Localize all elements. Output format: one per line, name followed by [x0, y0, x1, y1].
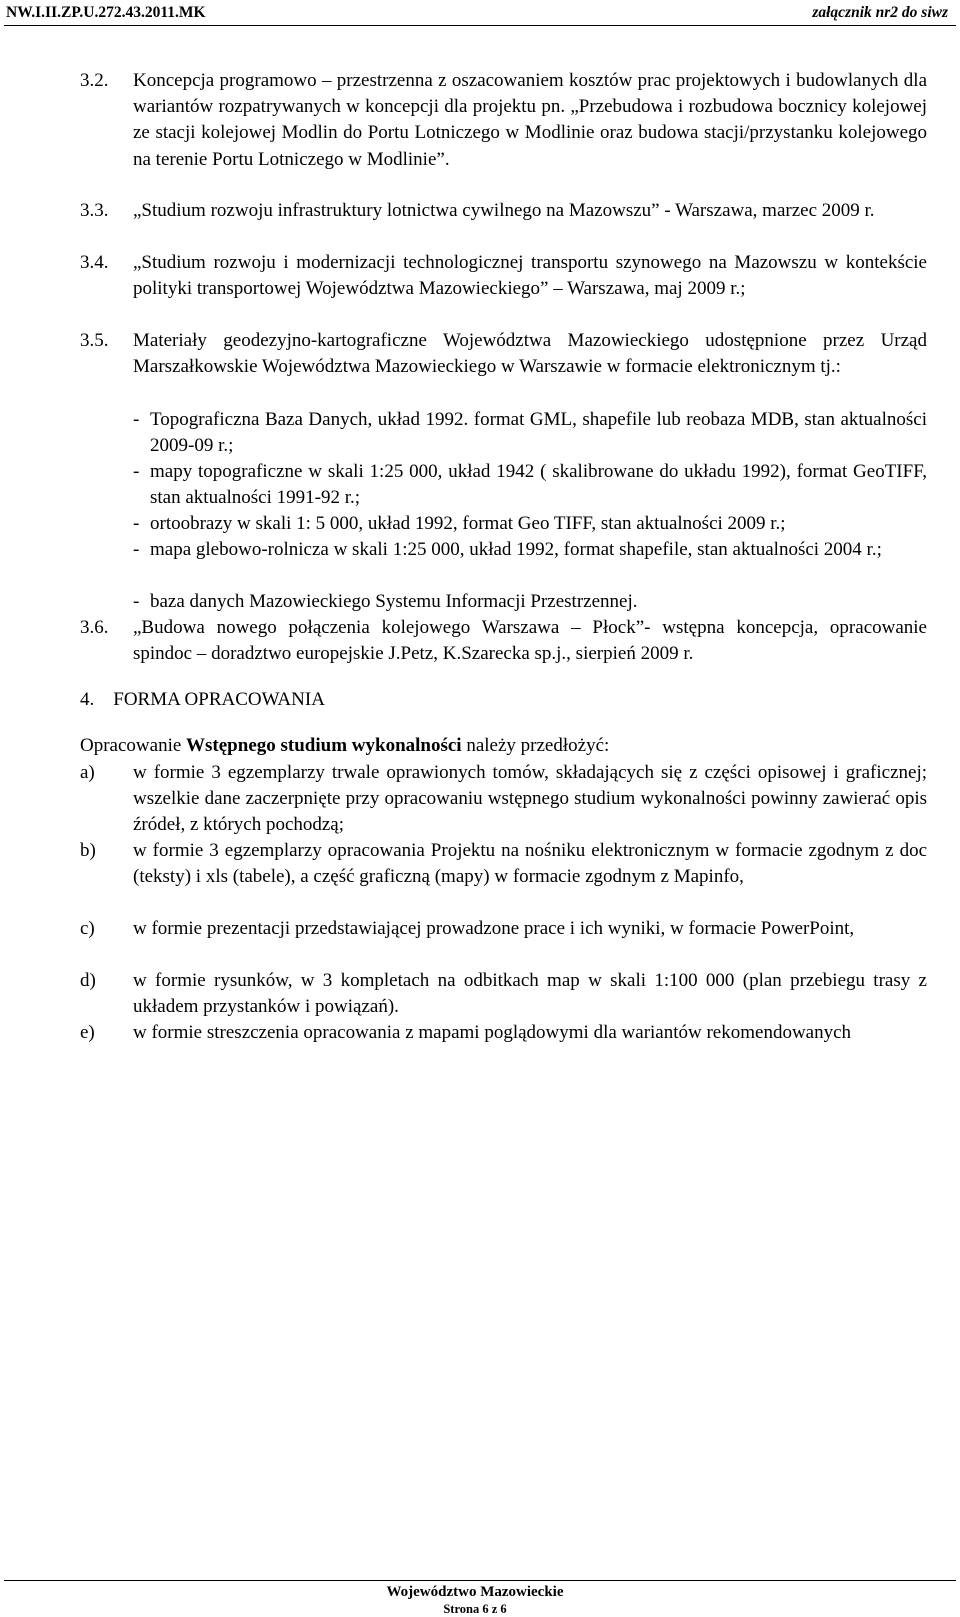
item-text: „Studium rozwoju infrastruktury lotnictwa cywilnego na Mazowszu” - Warszawa, marzec 2009 r. — [133, 200, 875, 221]
item-number: 3.5. — [80, 330, 109, 351]
section-number: 4. — [80, 689, 95, 710]
dash-bullet: - — [133, 591, 140, 612]
item-letter: e) — [80, 1022, 95, 1043]
item-text: w formie rysunków, w 3 kompletach na odbitkach map w skali 1:100 000 (plan przebiegu trasy z układem przystanków i powiązań). — [133, 970, 927, 1018]
intro-text: Opracowanie — [80, 735, 187, 756]
item-text: w formie 3 egzemplarzy opracowania Projektu na nośniku elektronicznym w formacie zgodnym z doc (teksty) i xls (tabele), a część graficzną (mapy) w formacie zgodnym z Mapinfo, — [133, 840, 927, 888]
item-text: „Studium rozwoju i modernizacji technologicznej transportu szynowego na Mazowszu w kontekście polityki transportowej Województwa Mazowieckiego” – Warszawa, maj 2009 r.; — [133, 252, 927, 300]
item-number: 3.2. — [80, 70, 109, 91]
material-text: ortoobrazy w skali 1: 5 000, układ 1992, format Geo TIFF, stan aktualności 2009 r.; — [150, 513, 786, 534]
item-text: w formie prezentacji przedstawiającej prowadzone prace i ich wyniki, w formacie PowerPoint, — [133, 918, 855, 939]
dash-bullet: - — [133, 513, 140, 534]
dash-bullet: - — [133, 409, 140, 430]
item-letter: b) — [80, 840, 96, 861]
material-text: mapa glebowo-rolnicza w skali 1:25 000, układ 1992, format shapefile, stan aktualności 2004 r.; — [150, 539, 882, 560]
item-number: 3.6. — [80, 617, 109, 638]
item-letter: d) — [80, 970, 96, 991]
section-title: FORMA OPRACOWANIA — [113, 689, 325, 710]
material-text: baza danych Mazowieckiego Systemu Informacji Przestrzennej. — [150, 591, 638, 612]
intro-emphasis: Wstępnego studium wykonalności — [186, 735, 462, 756]
intro-text-end: należy przedłożyć: — [461, 735, 610, 756]
footer-organization: Województwo Mazowieckie — [386, 1584, 564, 1600]
item-letter: c) — [80, 918, 95, 939]
section-heading — [80, 689, 325, 711]
item-letter: a) — [80, 762, 95, 783]
item-text: w formie 3 egzemplarzy trwale oprawionych tomów, składających się z części opisowej i graficznej; wszelkie dane zaczerpnięte przy opracowaniu wstępnego studium wykonalności powinny zawierać opis źródeł, z których pochodzą; — [133, 762, 927, 836]
item-text: Materiały geodezyjno-kartograficzne Województwa Mazowieckiego udostępnione przez Urząd Marszałkowskie Województwa Mazowieckiego w Warszawie w formacie elektronicznym tj.: — [133, 330, 927, 378]
material-text: mapy topograficzne w skali 1:25 000, układ 1942 ( skalibrowane do układu 1992), format GeoTIFF, stan aktualności 1991-92 r.; — [150, 461, 927, 509]
item-number: 3.3. — [80, 200, 109, 221]
page-number: Strona 6 z 6 — [443, 1602, 507, 1616]
material-text: Topograficzna Baza Danych, układ 1992. format GML, shapefile lub reobaza MDB, stan aktualności 2009-09 r.; — [150, 409, 927, 457]
dash-bullet: - — [133, 539, 140, 560]
dash-bullet: - — [133, 461, 140, 482]
attachment-label: załącznik nr2 do siwz — [812, 4, 948, 21]
section-intro — [80, 733, 609, 759]
document-reference: NW.I.II.ZP.U.272.43.2011.MK — [6, 4, 206, 21]
item-number: 3.4. — [80, 252, 109, 273]
header-divider — [4, 25, 956, 26]
item-text: Koncepcja programowo – przestrzenna z oszacowaniem kosztów prac projektowych i budowlanych dla wariantów rozpatrywanych w koncepcji dla projektu pn. „Przebudowa i rozbudowa bocznicy kolejowej ze stacji kolejowej Modlin do Portu Lotniczego w Modlinie oraz budowa stacji/przystanku kolejowego na terenie Portu Lotniczego w Modlinie”. — [133, 70, 927, 170]
item-text: „Budowa nowego połączenia kolejowego Warszawa – Płock”- wstępna koncepcja, opracowanie spindoc – doradztwo europejskie J.Petz, K.Szarecka sp.j., sierpień 2009 r. — [133, 617, 927, 665]
item-text: w formie streszczenia opracowania z mapami poglądowymi dla wariantów rekomendowanych — [133, 1022, 852, 1043]
footer-divider — [4, 1580, 956, 1581]
